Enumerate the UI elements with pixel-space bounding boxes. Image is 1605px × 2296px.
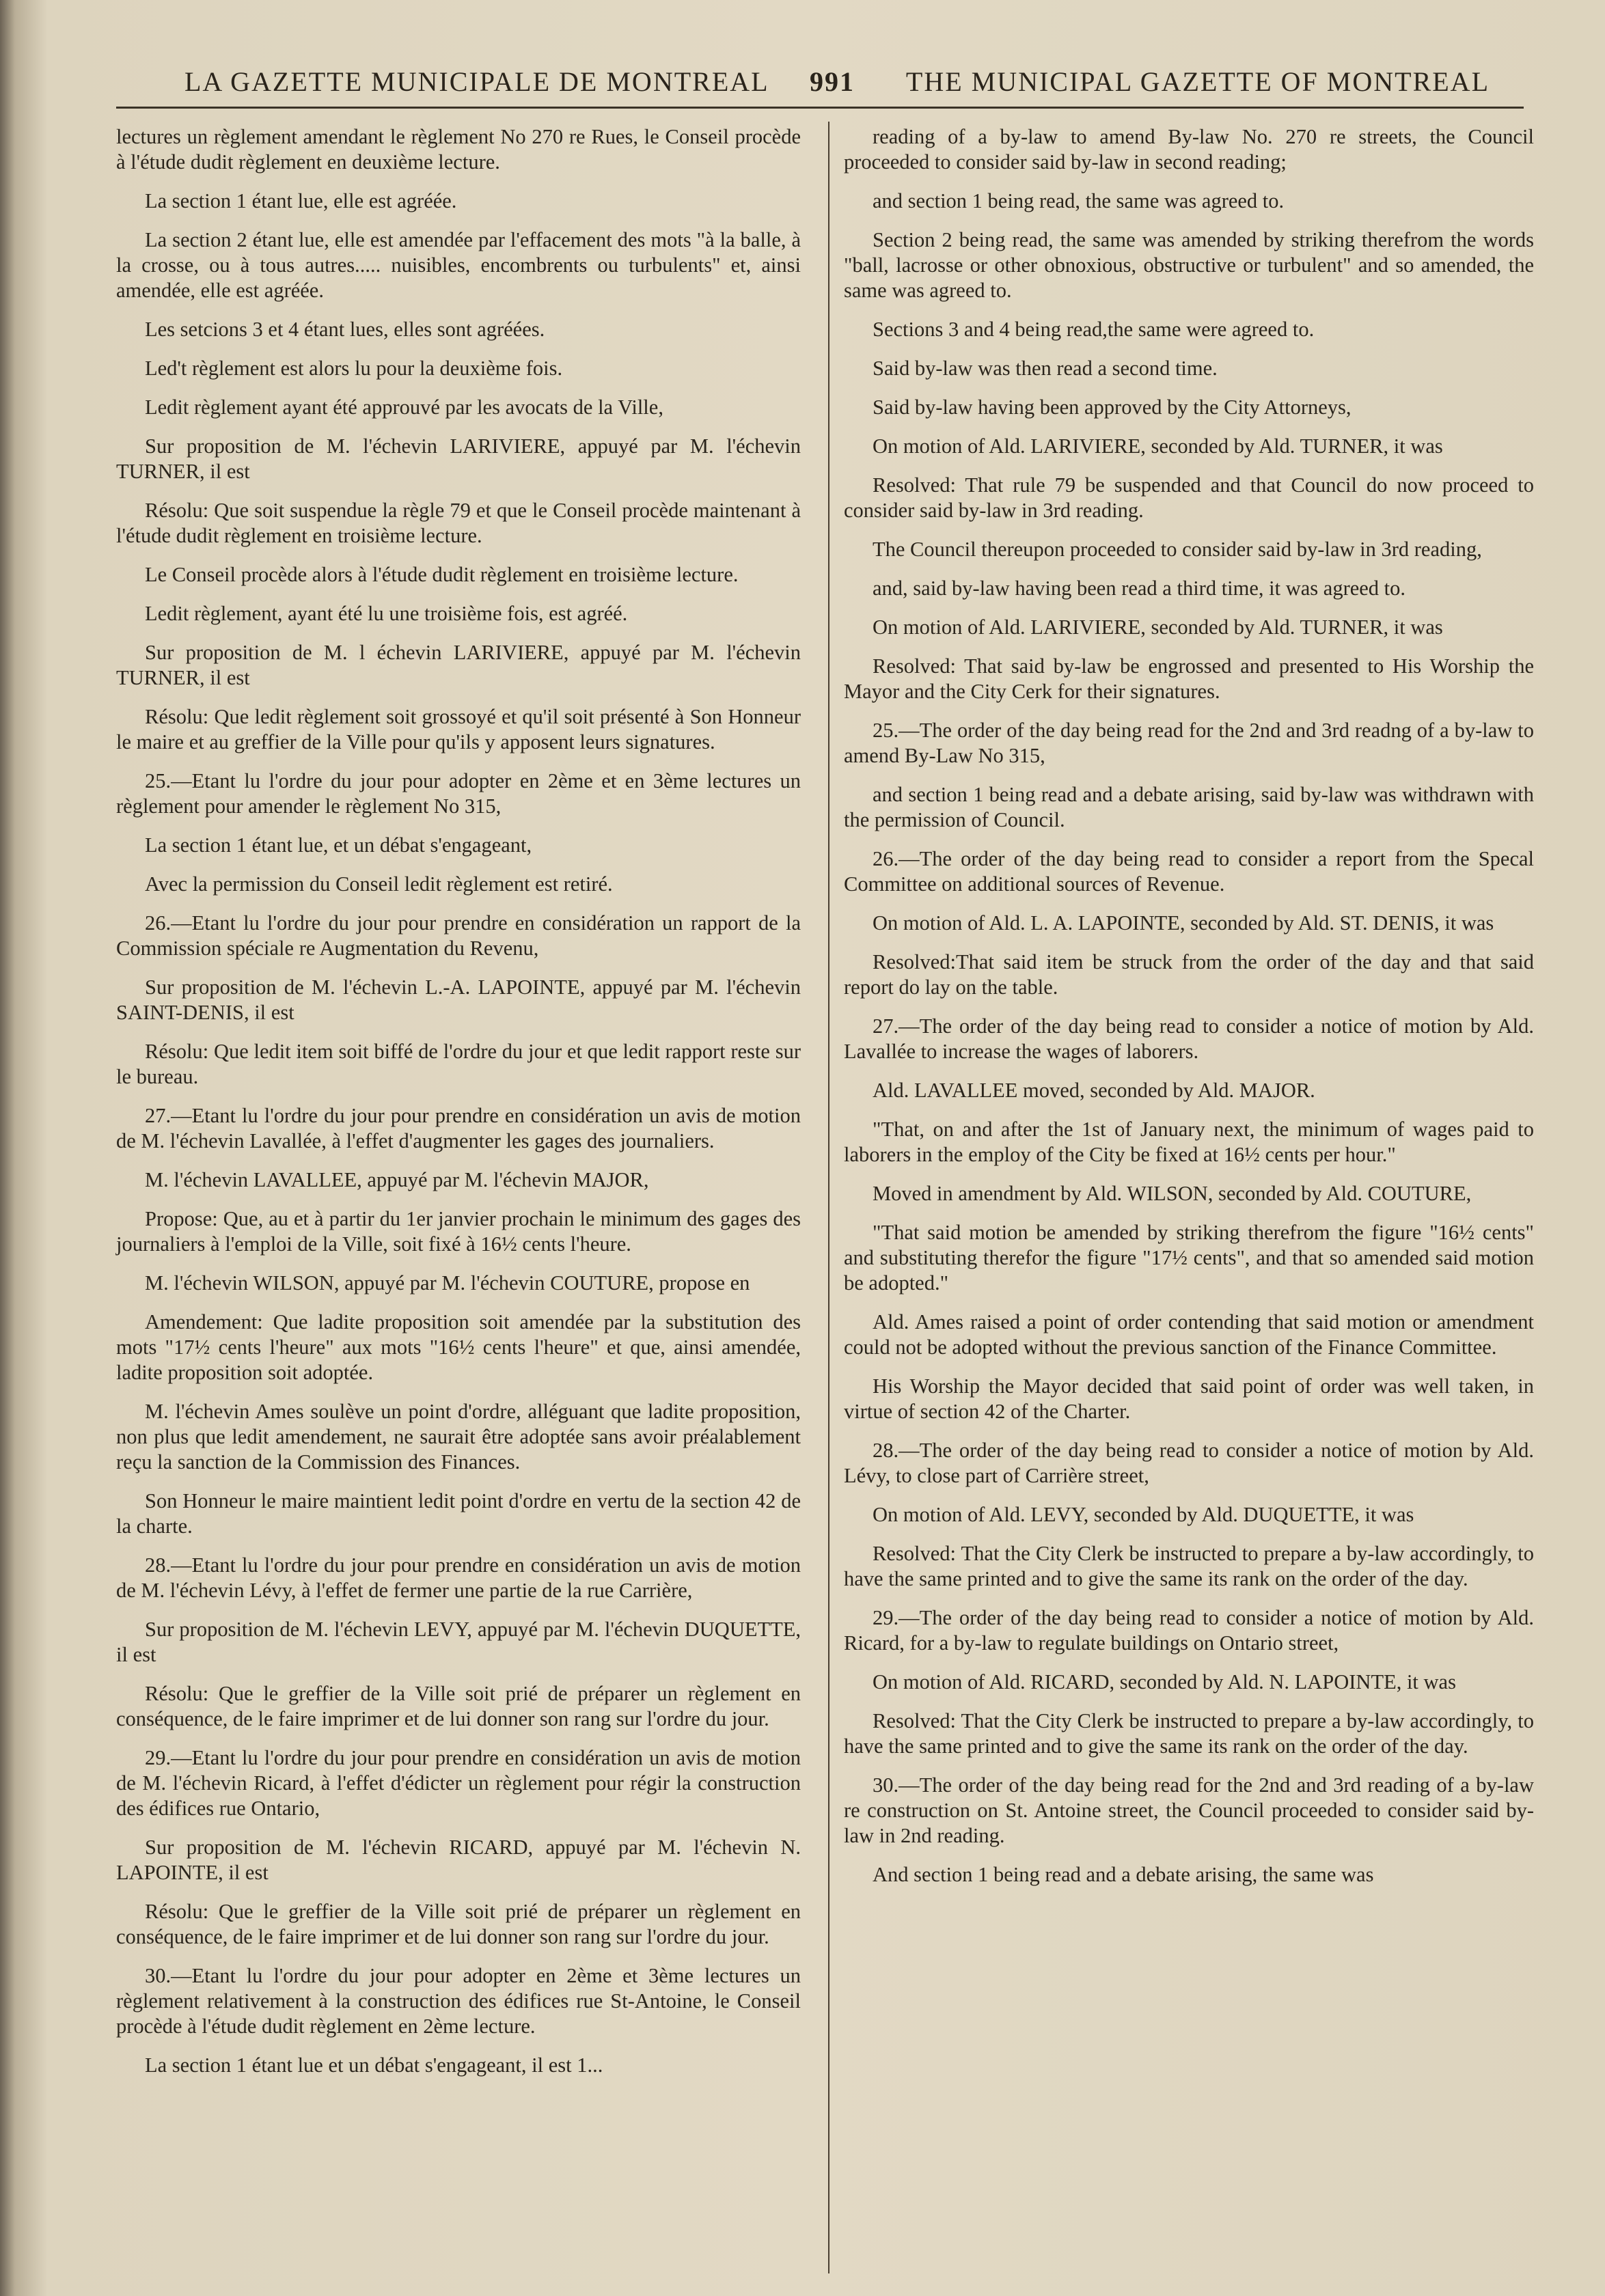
paragraph: and section 1 being read and a debate arising, said by-law was withdrawn with the permission of Council. (844, 783, 1534, 831)
paragraph: Résolu: Que ledit item soit biffé de l'ordre du jour et que ledit rapport reste sur le bureau. (116, 1040, 801, 1088)
paragraph: Résolu: Que soit suspendue la règle 79 et que le Conseil procède maintenant à l'étude dudit règlement en troisième lecture. (116, 499, 801, 547)
page-header (164, 60, 1517, 108)
paragraph: Sur proposition de M. l'échevin LEVY, appuyé par M. l'échevin DUQUETTE, il est (116, 1618, 801, 1666)
english-column (844, 124, 1534, 1901)
paragraph: M. l'échevin WILSON, appuyé par M. l'échevin COUTURE, propose en (145, 1271, 750, 1295)
paragraph: The Council thereupon proceeded to consider said by-law in 3rd reading, (873, 538, 1482, 561)
paragraph: Resolved:That said item be struck from the order of the day and that said report do lay on the table. (844, 950, 1534, 999)
paragraph: La section 1 étant lue et un débat s'engageant, il est 1... (145, 2053, 603, 2077)
header-title-french: LA GAZETTE MUNICIPALE DE MONTREAL (184, 66, 769, 97)
paragraph: and section 1 being read, the same was agreed to. (873, 189, 1285, 212)
paragraph: M. l'échevin Ames soulève un point d'ordre, alléguant que ladite proposition, non plus que ledit amendement, ne saurait être adoptée sans avoir préalablement reçu la sanction de la Commission des Finances. (116, 1400, 801, 1474)
paragraph: Le Conseil procède alors à l'étude dudit règlement en troisième lecture. (145, 563, 739, 586)
paragraph: "That said motion be amended by striking therefrom the figure "16½ cents" and substituting therefor the figure "17½ cents", and that so amended said motion be adopted." (844, 1221, 1534, 1295)
paragraph: On motion of Ald. LEVY, seconded by Ald. DUQUETTE, it was (873, 1503, 1414, 1526)
paragraph: Sur proposition de M. l échevin LARIVIERE, appuyé par M. l'échevin TURNER, il est (116, 641, 801, 689)
paragraph: Les setcions 3 et 4 étant lues, elles sont agréées. (145, 318, 545, 341)
paragraph: Ald. Ames raised a point of order contending that said motion or amendment could not be adopted without the previous sanction of the Finance Committee. (844, 1310, 1534, 1359)
paragraph: Sur proposition de M. l'échevin L.-A. LAPOINTE, appuyé par M. l'échevin SAINT-DENIS, il est (116, 976, 801, 1024)
paragraph: "That, on and after the 1st of January next, the minimum of wages paid to laborers in the employ of the City be fixed at 16½ cents per hour." (844, 1118, 1534, 1166)
column-divider (828, 122, 829, 2273)
paragraph: 25.—Etant lu l'ordre du jour pour adopter en 2ème et en 3ème lectures un règlement pour amender le règlement No 315, (116, 769, 801, 818)
paragraph: 27.—Etant lu l'ordre du jour pour prendre en considération un avis de motion de M. l'échevin Lavallée, à l'effet d'augmenter les gages des journaliers. (116, 1104, 801, 1152)
paragraph: La section 1 étant lue, elle est agréée. (145, 189, 457, 212)
paragraph: On motion of Ald. L. A. LAPOINTE, seconded by Ald. ST. DENIS, it was (873, 911, 1494, 935)
paragraph: Sur proposition de M. l'échevin LARIVIERE, appuyé par M. l'échevin TURNER, il est (116, 434, 801, 483)
paragraph: M. l'échevin LAVALLEE, appuyé par M. l'échevin MAJOR, (145, 1168, 649, 1191)
paragraph: Section 2 being read, the same was amended by striking therefrom the words "ball, lacrosse or other obnoxious, obstructive or turbulent" and so amended, the same was agreed to. (844, 228, 1534, 302)
paragraph: 26.—The order of the day being read to consider a report from the Specal Committee on additional sources of Revenue. (844, 847, 1534, 896)
paragraph: reading of a by-law to amend By-law No. 270 re streets, the Council proceeded to consider said by-law in second reading; (844, 125, 1534, 174)
paragraph: Resolved: That said by-law be engrossed and presented to His Worship the Mayor and the City Cerk for their signatures. (844, 654, 1534, 703)
paragraph: Sur proposition de M. l'échevin RICARD, appuyé par M. l'échevin N. LAPOINTE, il est (116, 1836, 801, 1884)
paragraph: 29.—Etant lu l'ordre du jour pour prendre en considération un avis de motion de M. l'échevin Ricard, à l'effet d'édicter un règlement pour régir la construction des édifices rue Ontario, (116, 1746, 801, 1820)
header-title-english: THE MUNICIPAL GAZETTE OF MONTREAL (905, 66, 1490, 97)
paragraph: Son Honneur le maire maintient ledit point d'ordre en vertu de la section 42 de la charte. (116, 1489, 801, 1538)
paragraph: Resolved: That the City Clerk be instructed to prepare a by-law accordingly, to have the same printed and to give the same its rank on the order of the day. (844, 1542, 1534, 1590)
paragraph: Led't règlement est alors lu pour la deuxième fois. (145, 357, 563, 380)
paragraph: La section 1 étant lue, et un débat s'engageant, (145, 833, 532, 857)
paragraph: Propose: Que, au et à partir du 1er janvier prochain le minimum des gages des journaliers à l'emploi de la Ville, soit fixé à 16½ cents l'heure. (116, 1207, 801, 1256)
paragraph: 26.—Etant lu l'ordre du jour pour prendre en considération un rapport de la Commission spéciale re Augmentation du Revenu, (116, 911, 801, 960)
page-number: 991 (810, 66, 855, 97)
paragraph: On motion of Ald. LARIVIERE, seconded by Ald. TURNER, it was (873, 434, 1443, 458)
paragraph: And section 1 being read and a debate arising, the same was (873, 1863, 1374, 1886)
paragraph: lectures un règlement amendant le règlement No 270 re Rues, le Conseil procède à l'étude dudit règlement en deuxième lecture. (116, 125, 801, 174)
paragraph: 28.—Etant lu l'ordre du jour pour prendre en considération un avis de motion de M. l'échevin Lévy, à l'effet de fermer une partie de la rue Carrière, (116, 1553, 801, 1602)
paragraph: Ledit règlement, ayant été lu une troisième fois, est agréé. (145, 602, 628, 625)
paragraph: Résolu: Que le greffier de la Ville soit prié de préparer un règlement en conséquence, de le faire imprimer et de lui donner son rang sur l'ordre du jour. (116, 1682, 801, 1730)
paragraph: Said by-law having been approved by the City Attorneys, (873, 396, 1352, 419)
paragraph: 30.—The order of the day being read for the 2nd and 3rd reading of a by-law re construction on St. Antoine street, the Council proceeded to consider said by-law in 2nd reading. (844, 1773, 1534, 1847)
paragraph: 28.—The order of the day being read to consider a notice of motion by Ald. Lévy, to close part of Carrière street, (844, 1439, 1534, 1487)
paragraph: On motion of Ald. LARIVIERE, seconded by Ald. TURNER, it was (873, 616, 1443, 639)
paragraph: Sections 3 and 4 being read,the same were agreed to. (873, 318, 1315, 341)
paragraph: La section 2 étant lue, elle est amendée par l'effacement des mots "à la balle, à la crosse, ou à tous autres..... nuisibles, encombrents ou turbulents" et, ainsi amendée, elle est agréée. (116, 228, 801, 302)
paragraph: Ald. LAVALLEE moved, seconded by Ald. MAJOR. (873, 1079, 1315, 1102)
paragraph: Avec la permission du Conseil ledit règlement est retiré. (145, 872, 613, 896)
paragraph: 27.—The order of the day being read to consider a notice of motion by Ald. Lavallée to increase the wages of laborers. (844, 1014, 1534, 1063)
paragraph: 29.—The order of the day being read to consider a notice of motion by Ald. Ricard, for a by-law to regulate buildings on Ontario street, (844, 1606, 1534, 1655)
french-column (116, 124, 801, 2092)
header-rule (116, 107, 1524, 109)
paragraph: His Worship the Mayor decided that said point of order was well taken, in virtue of section 42 of the Charter. (844, 1374, 1534, 1423)
paragraph: Said by-law was then read a second time. (873, 357, 1218, 380)
paragraph: On motion of Ald. RICARD, seconded by Ald. N. LAPOINTE, it was (873, 1670, 1456, 1693)
paragraph: and, said by-law having been read a third time, it was agreed to. (873, 577, 1406, 600)
paragraph: Ledit règlement ayant été approuvé par les avocats de la Ville, (145, 396, 663, 419)
paragraph: Résolu: Que le greffier de la Ville soit prié de préparer un règlement en conséquence, de le faire imprimer et de lui donner son rang sur l'ordre du jour. (116, 1900, 801, 1948)
paragraph: Moved in amendment by Ald. WILSON, seconded by Ald. COUTURE, (873, 1182, 1472, 1205)
paragraph: Resolved: That rule 79 be suspended and that Council do now proceed to consider said by-law in 3rd reading. (844, 473, 1534, 522)
paragraph: Résolu: Que ledit règlement soit grossoyé et qu'il soit présenté à Son Honneur le maire et au greffier de la Ville pour qu'ils y apposent leurs signatures. (116, 705, 801, 753)
paragraph: 25.—The order of the day being read for the 2nd and 3rd readng of a by-law to amend By-Law No 315, (844, 719, 1534, 767)
paragraph: Resolved: That the City Clerk be instructed to prepare a by-law accordingly, to have the same printed and to give the same its rank on the order of the day. (844, 1709, 1534, 1758)
paragraph: Amendement: Que ladite proposition soit amendée par la substitution des mots "17½ cents l'heure" aux mots "16½ cents l'heure" et que, ainsi amendée, ladite proposition soit adoptée. (116, 1310, 801, 1384)
paragraph: 30.—Etant lu l'ordre du jour pour adopter en 2ème et 3ème lectures un règlement relativement à la construction des édifices rue St-Antoine, le Conseil procède à l'étude dudit règlement en 2ème lecture. (116, 1964, 801, 2038)
